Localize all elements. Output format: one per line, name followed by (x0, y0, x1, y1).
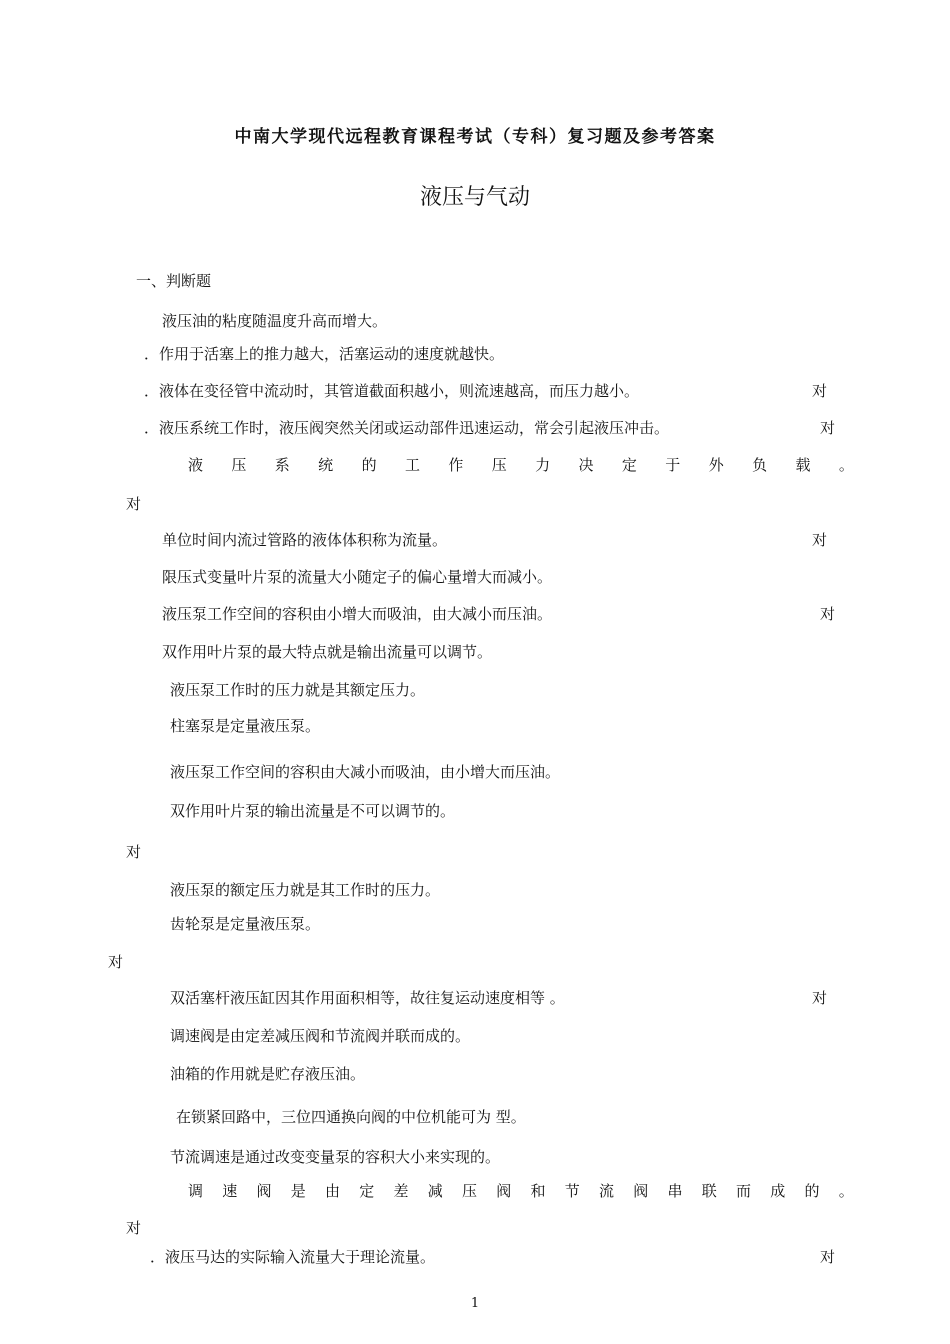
justified-char: 阀 (633, 1182, 649, 1200)
question-item: 双作用叶片泵的最大特点就是输出流量可以调节。 (162, 643, 493, 661)
question-item: 液压泵的额定压力就是其工作时的压力。 (170, 881, 441, 899)
justified-char: 联 (701, 1182, 717, 1200)
question-item: 双活塞杆液压缸因其作用面积相等，故往复运动速度相等 。 (170, 989, 565, 1007)
justified-char: 压 (231, 456, 247, 474)
question-item: 在锁紧回路中，三位四通换向阀的中位机能可为 型。 (176, 1108, 526, 1126)
question-item: 单位时间内流过管路的液体体积称为流量。 (162, 531, 448, 549)
justified-char: 的 (361, 456, 377, 474)
question-item: 节流调速是通过改变变量泵的容积大小来实现的。 (170, 1148, 501, 1166)
question-item: 调速阀是由定差减压阀和节流阀并联而成的。 (170, 1027, 471, 1045)
justified-char: 压 (462, 1182, 478, 1200)
justified-char: 减 (427, 1182, 443, 1200)
justified-char: 调 (188, 1182, 204, 1200)
justified-char: 。 (838, 456, 854, 474)
answer-mark: 对 (820, 419, 836, 437)
justified-char: 而 (736, 1182, 752, 1200)
justified-char: 和 (530, 1182, 546, 1200)
justified-char: 差 (393, 1182, 409, 1200)
question-item: 液压泵工作空间的容积由小增大而吸油，由大减小而压油。 (162, 605, 553, 623)
document-header: 中南大学现代远程教育课程考试（专科）复习题及参考答案 (234, 127, 716, 147)
question-item: ．液压马达的实际输入流量大于理论流量。 (150, 1248, 436, 1266)
answer-mark: 对 (108, 953, 124, 971)
justified-char: 载 (795, 456, 811, 474)
answer-mark: 对 (820, 605, 836, 623)
justified-char: 作 (448, 456, 464, 474)
justified-char: 是 (290, 1182, 306, 1200)
justified-char: 阀 (256, 1182, 272, 1200)
justified-char: 的 (804, 1182, 820, 1200)
answer-mark: 对 (820, 1248, 836, 1266)
answer-mark: 对 (126, 843, 142, 861)
justified-char: 流 (599, 1182, 615, 1200)
question-item: 液压泵工作空间的容积由大减小而吸油，由小增大而压油。 (170, 763, 561, 781)
page-number: 1 (470, 1296, 480, 1311)
justified-char: 于 (665, 456, 681, 474)
question-item: 限压式变量叶片泵的流量大小随定子的偏心量增大而减小。 (162, 568, 553, 586)
justified-char: 负 (752, 456, 768, 474)
justified-char: 决 (578, 456, 594, 474)
answer-mark: 对 (126, 1219, 142, 1237)
answer-mark: 对 (812, 382, 828, 400)
answer-mark: 对 (126, 495, 142, 513)
section-title: 一、判断题 (136, 272, 212, 290)
question-item: 柱塞泵是定量液压泵。 (170, 717, 321, 735)
justified-char: 。 (838, 1182, 854, 1200)
justified-char: 工 (404, 456, 420, 474)
justified-char: 统 (318, 456, 334, 474)
question-item: 液压泵工作时的压力就是其额定压力。 (170, 681, 426, 699)
justified-char: 节 (564, 1182, 580, 1200)
question-item: ．液压系统工作时，液压阀突然关闭或运动部件迅速运动，常会引起液压冲击。 (144, 419, 670, 437)
question-item-justified (188, 455, 854, 475)
justified-char: 速 (222, 1182, 238, 1200)
justified-char: 定 (621, 456, 637, 474)
justified-char: 阀 (496, 1182, 512, 1200)
justified-char: 系 (274, 456, 290, 474)
document-title: 液压与气动 (419, 185, 530, 210)
justified-char: 力 (535, 456, 551, 474)
justified-char: 定 (359, 1182, 375, 1200)
question-item: ．作用于活塞上的推力越大，活塞运动的速度就越快。 (144, 345, 505, 363)
answer-mark: 对 (812, 531, 828, 549)
justified-char: 成 (770, 1182, 786, 1200)
justified-char: 液 (188, 456, 204, 474)
question-item-justified (188, 1181, 854, 1201)
question-item: 齿轮泵是定量液压泵。 (170, 915, 321, 933)
question-item: ．液体在变径管中流动时，其管道截面积越小，则流速越高，而压力越小。 (144, 382, 640, 400)
justified-char: 压 (491, 456, 507, 474)
justified-char: 串 (667, 1182, 683, 1200)
justified-char: 外 (708, 456, 724, 474)
question-item: 油箱的作用就是贮存液压油。 (170, 1065, 366, 1083)
question-item: 液压油的粘度随温度升高而增大。 (162, 312, 388, 330)
answer-mark: 对 (812, 989, 828, 1007)
question-item: 双作用叶片泵的输出流量是不可以调节的。 (170, 802, 456, 820)
justified-char: 由 (325, 1182, 341, 1200)
